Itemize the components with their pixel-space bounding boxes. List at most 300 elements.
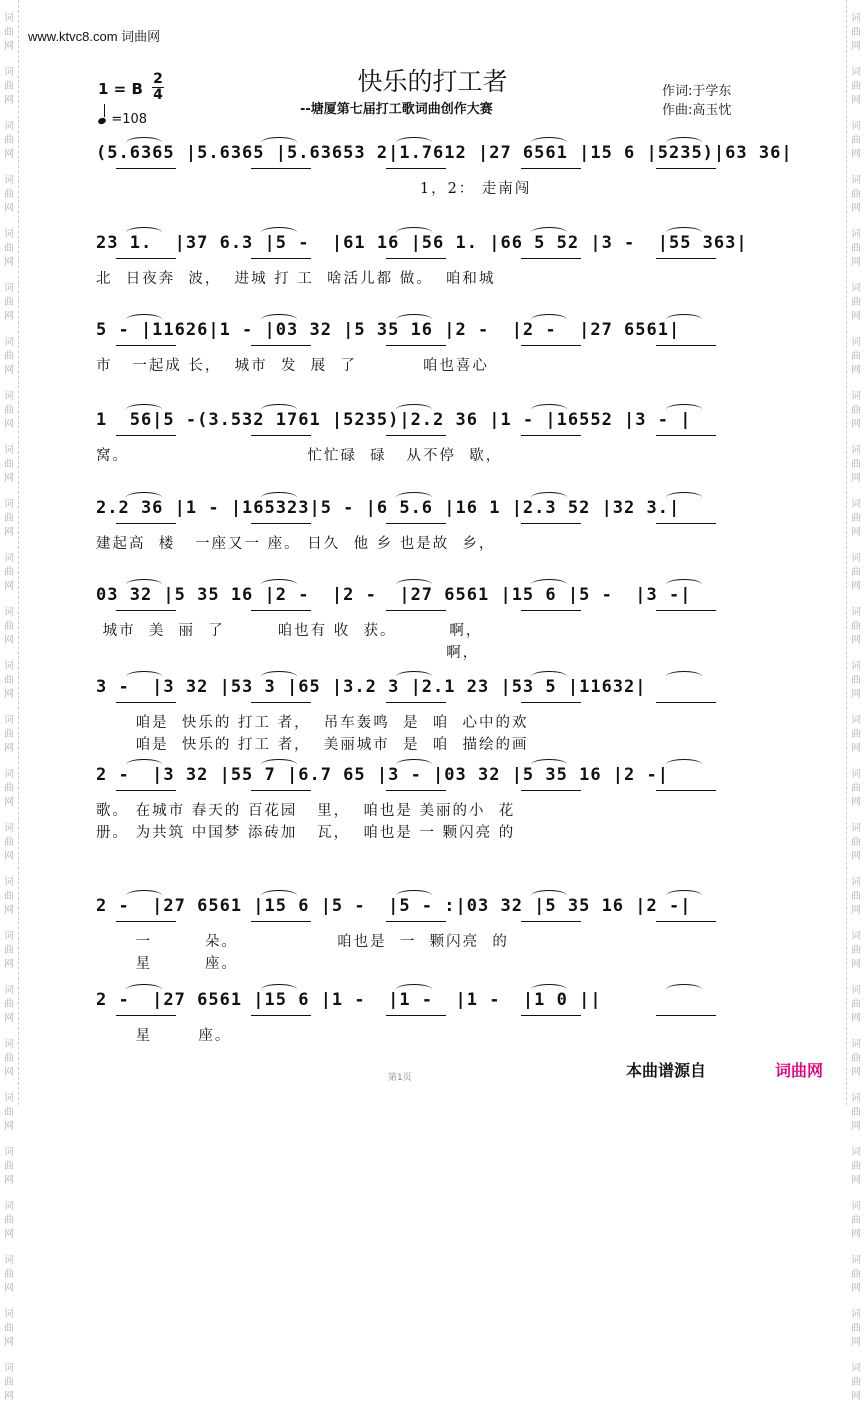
lyric-line-1: 咱是 快乐的 打工 者， 吊车轰鸣 是 咱 心中的欢 <box>96 715 529 731</box>
watermark-char: 词 <box>851 823 861 834</box>
slur-mark <box>261 137 297 148</box>
watermark-char: 网 <box>851 959 861 970</box>
watermark-char: 词 <box>4 1363 14 1374</box>
score-line <box>96 896 768 976</box>
watermark-char: 网 <box>4 527 14 538</box>
watermark-char: 曲 <box>4 27 14 38</box>
watermark-char: 词 <box>4 1093 14 1104</box>
watermark-char: 词 <box>851 283 861 294</box>
watermark-char: 曲 <box>851 405 861 416</box>
beam-underline <box>521 435 581 436</box>
watermark-char: 曲 <box>4 459 14 470</box>
tempo-marking <box>98 110 147 127</box>
slur-mark <box>126 890 162 901</box>
quarter-note-icon <box>97 117 107 125</box>
lyric-line-1: 星 座。 <box>96 1028 232 1044</box>
beam-underline <box>251 435 311 436</box>
watermark-char: 曲 <box>851 135 861 146</box>
beam-underline <box>116 1015 176 1016</box>
watermark-char: 网 <box>4 149 14 160</box>
slur-mark <box>666 984 702 995</box>
slur-mark <box>396 492 432 503</box>
slur-mark <box>531 492 567 503</box>
watermark-char: 曲 <box>851 675 861 686</box>
slur-mark <box>531 890 567 901</box>
lyric-line-1: 北 日夜奔 波， 进城 打 工 啥活儿都 做。 咱和城 <box>96 271 496 287</box>
jianpu-notes: 2 - |3 32 |55 7 |6.7 65 |3 - |03 32 |5 35 16 |2 -| <box>96 765 669 785</box>
beam-underline <box>386 168 446 169</box>
beam-underline <box>251 258 311 259</box>
watermark-char: 网 <box>851 365 861 376</box>
watermark-char: 词 <box>4 283 14 294</box>
watermark-char: 网 <box>4 95 14 106</box>
watermark-char: 词 <box>851 175 861 186</box>
watermark-char: 网 <box>4 851 14 862</box>
time-signature <box>152 72 164 103</box>
jianpu-notes: 3 - |3 32 |53 3 |65 |3.2 3 |2.1 23 |53 5 |11632| <box>96 677 647 697</box>
watermark-char: 网 <box>851 41 861 52</box>
watermark-char: 曲 <box>4 243 14 254</box>
lyric-line-2: 啊， <box>96 645 480 661</box>
slur-mark <box>261 314 297 325</box>
beam-underline <box>386 790 446 791</box>
watermark-char: 曲 <box>851 27 861 38</box>
watermark-char: 曲 <box>4 1323 14 1334</box>
slur-mark <box>126 404 162 415</box>
watermark-char: 网 <box>851 689 861 700</box>
watermark-char: 词 <box>4 553 14 564</box>
watermark-char: 网 <box>4 959 14 970</box>
slur-mark <box>531 314 567 325</box>
beam-underline <box>656 1015 716 1016</box>
beam-underline <box>521 790 581 791</box>
watermark-char: 词 <box>851 1201 861 1212</box>
watermark-char: 曲 <box>851 1269 861 1280</box>
lyric-line-1: 窝。 忙忙碌 碌 从不停 歇， <box>96 448 503 464</box>
watermark-char: 网 <box>4 1229 14 1240</box>
beam-underline <box>251 168 311 169</box>
lyric-line-2: 册。 为共筑 中国梦 添砖加 瓦， 咱也是 一 颗闪亮 的 <box>96 825 516 841</box>
lyric-line-1: 城市 美 丽 了 咱也有 收 获。 啊， <box>96 623 483 639</box>
slur-mark <box>126 759 162 770</box>
slur-mark <box>531 404 567 415</box>
watermark-char: 曲 <box>4 621 14 632</box>
watermark-char: 网 <box>851 797 861 808</box>
beam-underline <box>656 435 716 436</box>
watermark-char: 曲 <box>851 243 861 254</box>
watermark-char: 网 <box>851 1121 861 1132</box>
watermark-char: 词 <box>851 445 861 456</box>
watermark-char: 词 <box>4 1255 14 1266</box>
lyricist: 作词:于学东 <box>662 84 732 99</box>
score-line <box>96 320 768 400</box>
watermark-char: 词 <box>4 337 14 348</box>
watermark-char: 词 <box>4 985 14 996</box>
watermark-char: 词 <box>851 337 861 348</box>
lyric-line-2: 咱是 快乐的 打工 者， 美丽城市 是 咱 描绘的画 <box>96 737 529 753</box>
beam-underline <box>251 1015 311 1016</box>
beam-underline <box>521 702 581 703</box>
footer-brand: 词曲网 <box>775 1061 824 1080</box>
watermark-char: 网 <box>851 149 861 160</box>
watermark-char: 词 <box>4 931 14 942</box>
slur-mark <box>396 759 432 770</box>
watermark-char: 曲 <box>851 1053 861 1064</box>
watermark-char: 曲 <box>4 1377 14 1388</box>
slur-mark <box>396 404 432 415</box>
watermark-char: 词 <box>851 1255 861 1266</box>
watermark-char: 曲 <box>4 675 14 686</box>
watermark-char: 网 <box>851 635 861 646</box>
watermark-char: 网 <box>4 1175 14 1186</box>
slur-mark <box>531 984 567 995</box>
watermark-char: 网 <box>4 257 14 268</box>
beam-underline <box>656 345 716 346</box>
watermark-char: 网 <box>851 311 861 322</box>
watermark-char: 网 <box>851 95 861 106</box>
watermark-char: 曲 <box>851 297 861 308</box>
song-subtitle: --塘厦第七届打工歌词曲创作大赛 <box>300 102 493 117</box>
watermark-char: 曲 <box>851 999 861 1010</box>
watermark-char: 曲 <box>851 189 861 200</box>
footer-source: 本曲谱源自 <box>626 1061 707 1080</box>
watermark-char: 词 <box>4 499 14 510</box>
watermark-char: 曲 <box>4 81 14 92</box>
beam-underline <box>386 702 446 703</box>
watermark-char: 词 <box>851 553 861 564</box>
watermark-char: 曲 <box>851 351 861 362</box>
jianpu-notes: 1 56|5 -(3.532 1761 |5235)|2.2 36 |1 - |16552 |3 - | <box>96 410 692 430</box>
slur-mark <box>531 137 567 148</box>
beam-underline <box>116 258 176 259</box>
watermark-char: 网 <box>4 1013 14 1024</box>
watermark-char: 曲 <box>851 837 861 848</box>
watermark-char: 词 <box>851 661 861 672</box>
watermark-char: 词 <box>4 607 14 618</box>
watermark-char: 词 <box>851 715 861 726</box>
watermark-char: 网 <box>851 1391 861 1402</box>
slur-mark <box>261 404 297 415</box>
watermark-char: 曲 <box>4 1107 14 1118</box>
score-line <box>96 677 768 757</box>
watermark-char: 网 <box>851 1175 861 1186</box>
lyric-line-1: 市 一起成 长， 城市 发 展 了 咱也喜心 <box>96 358 489 374</box>
watermark-char: 网 <box>4 1337 14 1348</box>
watermark-char: 曲 <box>851 783 861 794</box>
beam-underline <box>656 610 716 611</box>
beam-underline <box>251 610 311 611</box>
watermark-char: 词 <box>4 1309 14 1320</box>
slur-mark <box>261 227 297 238</box>
watermark-char: 网 <box>4 581 14 592</box>
watermark-char: 网 <box>4 311 14 322</box>
slur-mark <box>666 671 702 682</box>
beam-underline <box>386 523 446 524</box>
watermark-char: 曲 <box>4 189 14 200</box>
watermark-char: 网 <box>4 203 14 214</box>
tempo-value: =108 <box>111 112 148 127</box>
watermark-char: 曲 <box>4 405 14 416</box>
watermark-char: 曲 <box>851 459 861 470</box>
watermark-char: 曲 <box>4 783 14 794</box>
beam-underline <box>521 523 581 524</box>
beam-underline <box>251 702 311 703</box>
beam-underline <box>656 258 716 259</box>
beam-underline <box>521 610 581 611</box>
slur-mark <box>666 404 702 415</box>
watermark-char: 曲 <box>851 567 861 578</box>
jianpu-notes: 2 - |27 6561 |15 6 |1 - |1 - |1 - |1 0 || <box>96 990 602 1010</box>
beam-underline <box>251 523 311 524</box>
beam-underline <box>656 168 716 169</box>
watermark-char: 网 <box>4 1283 14 1294</box>
watermark-char: 网 <box>4 797 14 808</box>
watermark-char: 词 <box>851 877 861 888</box>
slur-mark <box>396 671 432 682</box>
watermark-char: 词 <box>4 769 14 780</box>
beam-underline <box>386 258 446 259</box>
watermark-char: 词 <box>851 121 861 132</box>
beam-underline <box>386 610 446 611</box>
watermark-char: 曲 <box>4 837 14 848</box>
beam-underline <box>116 168 176 169</box>
beam-underline <box>116 345 176 346</box>
watermark-char: 网 <box>4 743 14 754</box>
credits <box>662 82 731 120</box>
watermark-char: 网 <box>851 1337 861 1348</box>
slur-mark <box>396 137 432 148</box>
watermark-char: 词 <box>851 985 861 996</box>
watermark-char: 曲 <box>4 567 14 578</box>
score-line <box>96 410 768 490</box>
beam-underline <box>521 258 581 259</box>
watermark-char: 曲 <box>851 621 861 632</box>
beam-underline <box>116 523 176 524</box>
watermark-char: 词 <box>4 175 14 186</box>
watermark-char: 词 <box>851 931 861 942</box>
watermark-char: 曲 <box>4 513 14 524</box>
slur-mark <box>126 227 162 238</box>
slur-mark <box>666 579 702 590</box>
lyric-line-1: 歌。 在城市 春天的 百花园 里， 咱也是 美丽的小 花 <box>96 803 516 819</box>
beam-underline <box>386 435 446 436</box>
slur-mark <box>531 227 567 238</box>
beam-underline <box>386 1015 446 1016</box>
watermark-char: 词 <box>4 13 14 24</box>
slur-mark <box>396 227 432 238</box>
beam-underline <box>116 790 176 791</box>
watermark-char: 词 <box>851 607 861 618</box>
watermark-char: 词 <box>4 823 14 834</box>
watermark-char: 网 <box>851 257 861 268</box>
time-top: 2 <box>153 71 163 87</box>
lyric-line-1: 1，2： 走南闯 <box>96 181 532 197</box>
watermark-char: 词 <box>4 121 14 132</box>
slur-mark <box>396 314 432 325</box>
watermark-char: 曲 <box>851 513 861 524</box>
watermark-char: 曲 <box>4 1053 14 1064</box>
watermark-char: 词 <box>851 1147 861 1158</box>
jianpu-notes: 5 - |11626|1 - |03 32 |5 35 16 |2 - |2 - |27 6561| <box>96 320 681 340</box>
slur-mark <box>261 984 297 995</box>
watermark-char: 词 <box>851 391 861 402</box>
watermark-char: 网 <box>4 905 14 916</box>
beam-underline <box>521 168 581 169</box>
slur-mark <box>666 492 702 503</box>
watermark-char: 词 <box>4 661 14 672</box>
watermark-char: 曲 <box>851 1377 861 1388</box>
watermark-char: 网 <box>4 473 14 484</box>
watermark-char: 词 <box>4 1201 14 1212</box>
watermark-char: 词 <box>4 391 14 402</box>
score-line <box>96 498 768 578</box>
watermark-char: 网 <box>851 851 861 862</box>
jianpu-notes: 23 1. |37 6.3 |5 - |61 16 |56 1. |66 5 52 |3 - |55 363| <box>96 233 748 253</box>
watermark-char: 网 <box>851 1229 861 1240</box>
left-watermark-strip <box>0 0 19 1402</box>
beam-underline <box>386 921 446 922</box>
watermark-char: 网 <box>851 905 861 916</box>
watermark-char: 曲 <box>4 1215 14 1226</box>
slur-mark <box>531 579 567 590</box>
slur-mark <box>126 314 162 325</box>
beam-underline <box>656 702 716 703</box>
slur-mark <box>666 227 702 238</box>
watermark-char: 词 <box>851 1309 861 1320</box>
lyric-line-1: 建起高 楼 一座又一 座。 日久 他 乡 也是故 乡， <box>96 536 496 552</box>
watermark-char: 曲 <box>851 1215 861 1226</box>
watermark-char: 词 <box>851 769 861 780</box>
watermark-char: 曲 <box>4 999 14 1010</box>
watermark-char: 网 <box>851 473 861 484</box>
slur-mark <box>666 890 702 901</box>
watermark-char: 曲 <box>4 297 14 308</box>
watermark-char: 曲 <box>851 891 861 902</box>
watermark-char: 词 <box>4 67 14 78</box>
watermark-char: 词 <box>851 13 861 24</box>
composer: 作曲:高玉忱 <box>662 103 732 118</box>
score-line <box>96 585 768 665</box>
watermark-char: 曲 <box>851 1107 861 1118</box>
slur-mark <box>126 671 162 682</box>
slur-mark <box>126 492 162 503</box>
watermark-char: 网 <box>4 689 14 700</box>
watermark-char: 网 <box>851 1067 861 1078</box>
watermark-char: 网 <box>4 1121 14 1132</box>
slur-mark <box>261 492 297 503</box>
watermark-char: 曲 <box>851 945 861 956</box>
site-url: www.ktvc8.com 词曲网 <box>28 29 161 44</box>
beam-underline <box>656 523 716 524</box>
slur-mark <box>261 579 297 590</box>
watermark-char: 词 <box>851 1093 861 1104</box>
watermark-char: 网 <box>4 41 14 52</box>
beam-underline <box>251 790 311 791</box>
watermark-char: 曲 <box>851 1161 861 1172</box>
beam-underline <box>521 921 581 922</box>
watermark-char: 词 <box>851 1363 861 1374</box>
watermark-char: 词 <box>4 1147 14 1158</box>
beam-underline <box>116 435 176 436</box>
watermark-char: 网 <box>4 1391 14 1402</box>
lyric-line-1: 一 朵。 咱也是 一 颗闪亮 的 <box>96 934 509 950</box>
watermark-char: 词 <box>4 445 14 456</box>
jianpu-notes: 03 32 |5 35 16 |2 - |2 - |27 6561 |15 6 |5 - |3 -| <box>96 585 692 605</box>
watermark-char: 网 <box>851 743 861 754</box>
slur-mark <box>126 137 162 148</box>
beam-underline <box>251 345 311 346</box>
slur-mark <box>396 984 432 995</box>
score-line <box>96 143 793 223</box>
watermark-char: 曲 <box>4 351 14 362</box>
watermark-char: 网 <box>851 1013 861 1024</box>
watermark-char: 曲 <box>4 1269 14 1280</box>
watermark-char: 网 <box>851 581 861 592</box>
watermark-char: 网 <box>4 635 14 646</box>
watermark-char: 网 <box>851 419 861 430</box>
time-bottom: 4 <box>153 87 163 103</box>
jianpu-notes: (5.6365 |5.6365 |5.63653 2|1.7612 |27 6561 |15 6 |5235)|63 36| <box>96 143 793 163</box>
watermark-char: 词 <box>4 1039 14 1050</box>
watermark-char: 词 <box>851 1039 861 1050</box>
slur-mark <box>126 984 162 995</box>
right-watermark-strip <box>846 0 865 1402</box>
slur-mark <box>261 890 297 901</box>
beam-underline <box>656 790 716 791</box>
slur-mark <box>531 759 567 770</box>
score-line <box>96 765 768 845</box>
beam-underline <box>521 345 581 346</box>
score-line <box>96 233 768 313</box>
slur-mark <box>396 579 432 590</box>
watermark-char: 曲 <box>4 1161 14 1172</box>
watermark-char: 曲 <box>4 135 14 146</box>
watermark-char: 词 <box>851 67 861 78</box>
jianpu-notes: 2 - |27 6561 |15 6 |5 - |5 - :|03 32 |5 35 16 |2 -| <box>96 896 692 916</box>
slur-mark <box>531 671 567 682</box>
beam-underline <box>251 921 311 922</box>
watermark-char: 曲 <box>851 729 861 740</box>
watermark-char: 曲 <box>4 945 14 956</box>
slur-mark <box>261 759 297 770</box>
slur-mark <box>666 314 702 325</box>
key-signature: 1 = B <box>98 80 143 98</box>
watermark-char: 词 <box>851 499 861 510</box>
jianpu-notes: 2.2 36 |1 - |165323|5 - |6 5.6 |16 1 |2.3 52 |32 3.| <box>96 498 681 518</box>
watermark-char: 曲 <box>4 891 14 902</box>
watermark-char: 网 <box>851 527 861 538</box>
beam-underline <box>521 1015 581 1016</box>
watermark-char: 网 <box>851 203 861 214</box>
song-title: 快乐的打工者 <box>357 67 508 96</box>
beam-underline <box>116 702 176 703</box>
slur-mark <box>126 579 162 590</box>
slur-mark <box>666 137 702 148</box>
watermark-char: 词 <box>4 229 14 240</box>
beam-underline <box>116 610 176 611</box>
beam-underline <box>656 921 716 922</box>
watermark-char: 网 <box>4 1067 14 1078</box>
watermark-char: 曲 <box>851 1323 861 1334</box>
watermark-char: 词 <box>4 877 14 888</box>
watermark-char: 曲 <box>4 729 14 740</box>
watermark-char: 词 <box>851 229 861 240</box>
watermark-char: 词 <box>4 715 14 726</box>
watermark-char: 网 <box>851 1283 861 1294</box>
beam-underline <box>116 921 176 922</box>
slur-mark <box>396 890 432 901</box>
watermark-char: 网 <box>4 419 14 430</box>
